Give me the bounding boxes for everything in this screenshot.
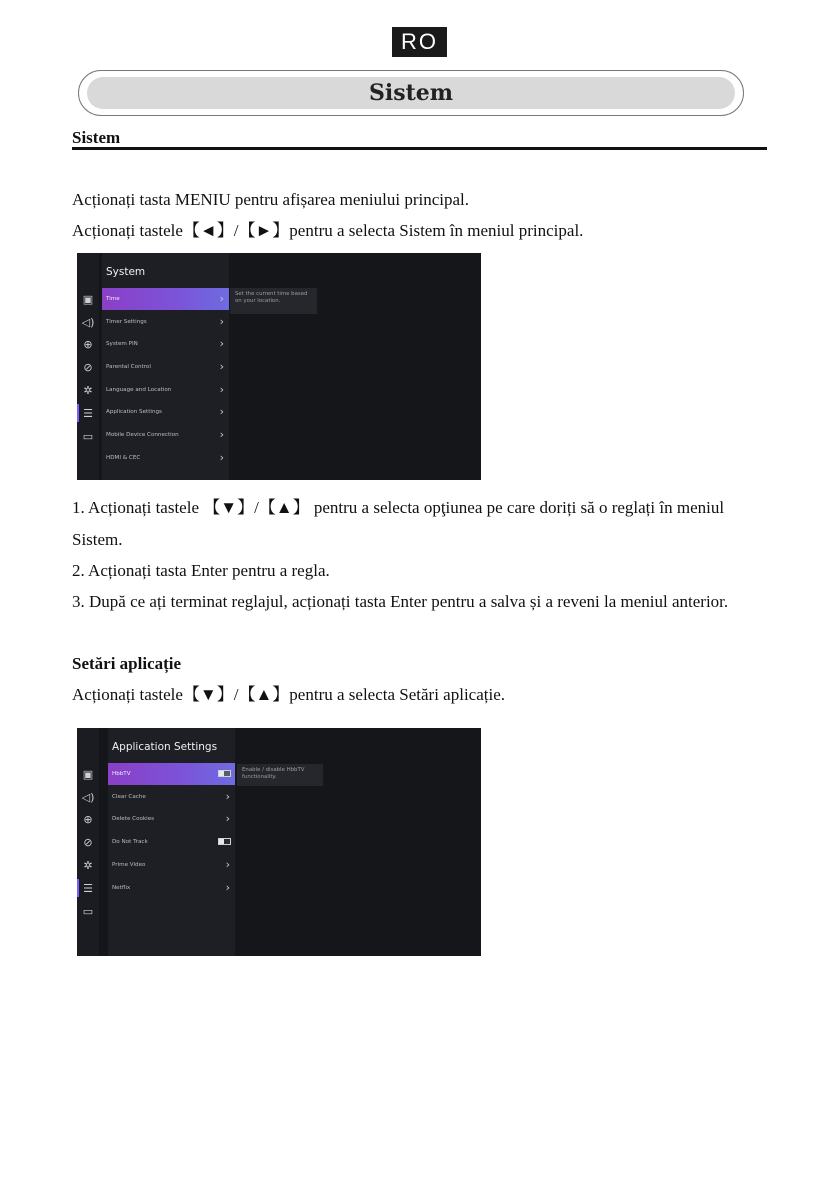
network-icon: ⊕: [83, 812, 93, 826]
menu-item-parental-control[interactable]: [102, 356, 229, 378]
active-rail-marker: [77, 404, 79, 422]
picture-icon: ▣: [82, 767, 94, 781]
menu-item-label: Delete Cookies: [112, 816, 155, 822]
menu-item-label: Language and Location: [106, 387, 172, 393]
menu-item-delete-cookies[interactable]: [108, 808, 235, 830]
system-menu-screenshot: [77, 253, 481, 480]
menu-item-label: Do Not Track: [112, 839, 148, 845]
chevron-right-icon: ›: [219, 451, 224, 464]
step-3: 3. După ce ați terminat reglajul, acționați tasta Enter pentru a salva și a reveni la meniul anterior.: [72, 592, 729, 611]
chevron-right-icon: ›: [225, 858, 230, 871]
app-settings-instruction: Acționați tastele【▼】/【▲】pentru a selecta Setări aplicație.: [72, 685, 506, 704]
accessibility-icon: ✲: [83, 858, 93, 872]
active-rail-marker: [77, 879, 79, 897]
menu-item-timer-settings[interactable]: [102, 311, 229, 333]
picture-icon: ▣: [82, 292, 94, 306]
hbbtv-toggle[interactable]: [218, 770, 231, 777]
parental-icon: ⊘: [83, 835, 93, 849]
banner-title: Sistem: [87, 77, 735, 109]
system-menu-title: System: [106, 266, 146, 278]
menu-item-mobile-device-connection[interactable]: [102, 424, 229, 446]
icon-rail: [77, 253, 99, 480]
system-icon: ☰: [83, 881, 93, 895]
menu-item-hbbtv[interactable]: [108, 763, 235, 785]
menu-item-label: Mobile Device Connection: [106, 432, 179, 438]
menu-item-time[interactable]: [102, 288, 229, 310]
chevron-right-icon: ›: [219, 360, 224, 373]
chevron-right-icon: ›: [225, 790, 230, 803]
parental-icon: ⊘: [83, 360, 93, 374]
support-icon: ▭: [82, 429, 94, 443]
step-1-line-2: Sistem.: [72, 530, 123, 549]
intro-line-1: Acționați tasta MENIU pentru afișarea meniului principal.: [72, 190, 470, 209]
chevron-right-icon: ›: [225, 881, 230, 894]
app-settings-title: Application Settings: [112, 741, 218, 753]
chevron-right-icon: ›: [219, 428, 224, 441]
support-icon: ▭: [82, 904, 94, 918]
icon-rail: [77, 728, 99, 956]
chevron-right-icon: ›: [219, 337, 224, 350]
menu-item-label: Application Settings: [106, 409, 162, 415]
menu-item-label: Netflix: [112, 885, 131, 891]
sound-icon: ◁): [81, 315, 95, 329]
menu-item-label: Prime Video: [112, 862, 146, 868]
menu-item-language-location[interactable]: [102, 379, 229, 401]
section-heading: Sistem: [72, 128, 121, 147]
application-settings-screenshot: [77, 728, 481, 956]
accessibility-icon: ✲: [83, 383, 93, 397]
toggle-knob: [219, 839, 224, 844]
toggle-knob: [219, 771, 224, 776]
menu-item-label: Time: [106, 296, 120, 302]
menu-item-label: Clear Cache: [112, 794, 146, 800]
menu-item-application-settings[interactable]: [102, 401, 229, 423]
system-icon: ☰: [83, 406, 93, 420]
network-icon: ⊕: [83, 337, 93, 351]
chevron-right-icon: ›: [219, 292, 224, 305]
menu-item-label: Parental Control: [106, 364, 151, 370]
chevron-right-icon: ›: [219, 383, 224, 396]
menu-item-prime-video[interactable]: [108, 854, 235, 876]
item-description: Set the current time based on your location.: [230, 288, 317, 314]
item-description: Enable / disable HbbTV functionality.: [237, 764, 323, 786]
language-badge: RO: [392, 27, 447, 57]
intro-line-2: Acționați tastele【◄】/【►】pentru a selecta Sistem în meniul principal.: [72, 221, 584, 240]
section-banner: [78, 70, 744, 116]
menu-item-label: HDMI & CEC: [106, 455, 141, 461]
menu-item-label: Timer Settings: [106, 319, 147, 325]
step-1-line-1: 1. Acționați tastele 【▼】/【▲】 pentru a selecta opţiunea pe care doriți să o reglați în meniul: [72, 498, 725, 517]
app-settings-heading: Setări aplicație: [72, 654, 182, 673]
chevron-right-icon: ›: [219, 405, 224, 418]
menu-item-do-not-track[interactable]: [108, 831, 235, 853]
chevron-right-icon: ›: [219, 315, 224, 328]
chevron-right-icon: ›: [225, 812, 230, 825]
menu-item-label: HbbTV: [112, 771, 131, 777]
step-2: 2. Acționați tasta Enter pentru a regla.: [72, 561, 330, 580]
menu-item-hdmi-cec[interactable]: [102, 447, 229, 469]
heading-divider: [72, 147, 767, 150]
menu-item-netflix[interactable]: [108, 877, 235, 899]
sound-icon: ◁): [81, 790, 95, 804]
menu-item-clear-cache[interactable]: [108, 786, 235, 808]
menu-item-label: System PIN: [106, 341, 138, 347]
system-menu-panel: [102, 253, 229, 480]
app-settings-panel: [108, 728, 235, 956]
menu-item-system-pin[interactable]: [102, 333, 229, 355]
do-not-track-toggle[interactable]: [218, 838, 231, 845]
